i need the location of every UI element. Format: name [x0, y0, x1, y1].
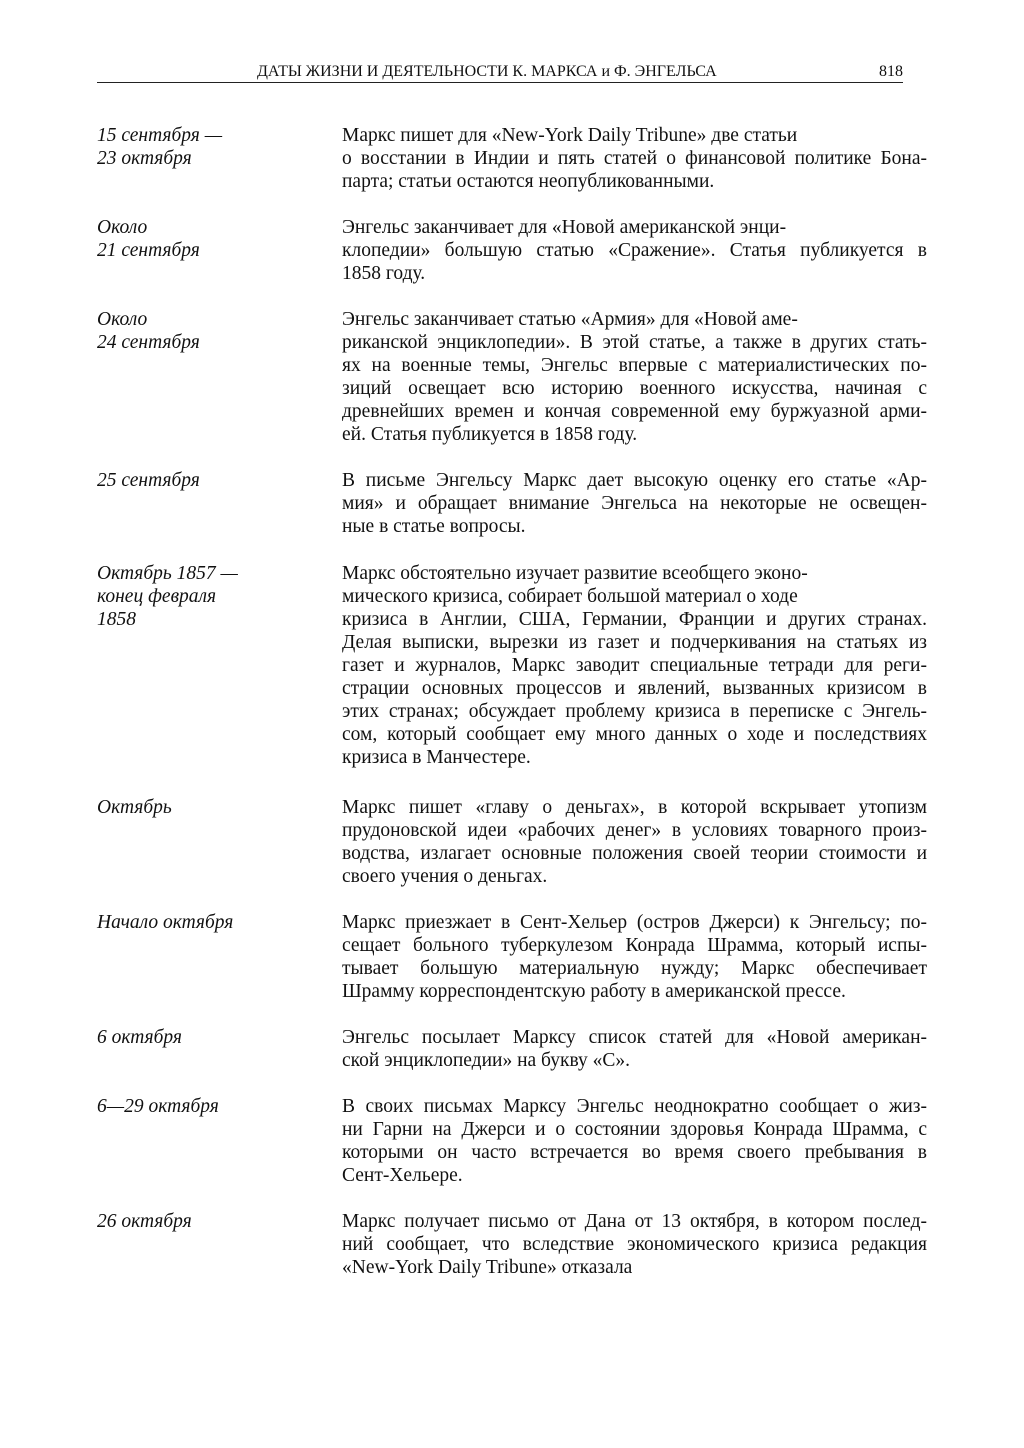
- entry-text-line: Маркс пишет «главу о деньгах», в которой вскрывает утопизм: [342, 797, 927, 818]
- entry-date: Около 24 сентября: [97, 309, 200, 353]
- entry-text-line: Делая выписки, вырезки из газет и подчеркивания на статьях из: [342, 632, 927, 653]
- running-title: ДАТЫ ЖИЗНИ И ДЕЯТЕЛЬНОСТИ К. МАРКСА и Ф. ЭНГЕЛЬСА: [257, 63, 717, 80]
- entry-text-line: сом, который сообщает ему много данных о ходе и последствиях: [342, 724, 927, 745]
- entry-date: Октябрь 1857 — конец февраля 1858: [97, 563, 238, 630]
- entry-text-line: ях на военные темы, Энгельс впервые с материалистических по-: [342, 355, 927, 376]
- entry-date: Около 21 сентября: [97, 217, 200, 261]
- entry-text: [342, 1026, 927, 1072]
- entry-date: 6—29 октября: [97, 1096, 219, 1117]
- entry-text-line: клопедии» большую статью «Сражение». Статья публикуется в: [342, 240, 927, 261]
- entry-text-line: парта; статьи остаются неопубликованными.: [342, 171, 715, 192]
- entry-text-line: зиций освещает всю историю военного искусства, начиная с: [342, 378, 927, 399]
- entry-text: [342, 1095, 927, 1187]
- entry-date: 25 сентября: [97, 470, 200, 491]
- entry-date: 26 октября: [97, 1211, 192, 1232]
- entry-text-line: мия» и обращает внимание Энгельса на некоторые не освещен-: [342, 493, 927, 514]
- entry-text-line: сещает больного туберкулезом Конрада Шрамма, который испы-: [342, 935, 927, 956]
- entry-text: [342, 124, 927, 193]
- entry-text-line: которыми он часто встречается во время своего пребывания в: [342, 1142, 927, 1163]
- entry-text: [342, 562, 927, 769]
- entry-text-line: 1858 году.: [342, 263, 426, 284]
- entry-text-line: Энгельс посылает Марксу список статей для «Новой американ-: [342, 1027, 927, 1048]
- entry-text-line: своего учения о деньгах.: [342, 866, 548, 887]
- entry-text-line: «New-York Daily Tribune» отказала: [342, 1257, 633, 1278]
- entry-text: [342, 796, 927, 888]
- entry-text-line: Маркс получает письмо от Дана от 13 октября, в котором послед-: [342, 1211, 927, 1232]
- entry-text-line: кризиса в Манчестере.: [342, 747, 531, 768]
- entry-text-line: мического кризиса, собирает большой материал о ходе: [342, 586, 798, 607]
- entry-text-line: Сент-Хельере.: [342, 1165, 463, 1186]
- entry-text: [342, 216, 927, 285]
- entry-date: Начало октября: [97, 912, 234, 933]
- entry-text: [342, 911, 927, 1003]
- entry-text-line: Энгельс заканчивает для «Новой американской энци-: [342, 217, 787, 238]
- entry-text-line: прудоновской идеи «рабочих денег» в условиях товарного произ-: [342, 820, 927, 841]
- entry-text: [342, 1210, 927, 1279]
- entry-text-line: В письме Энгельсу Маркс дает высокую оценку его статье «Ар-: [342, 470, 927, 491]
- entry-text-line: Маркс приезжает в Сент-Хельер (остров Джерси) к Энгельсу; по-: [342, 912, 927, 933]
- entry-text-line: о восстании в Индии и пять статей о финансовой политике Бона-: [342, 148, 927, 169]
- entry-text-line: этих странах; обсуждает проблему кризиса в переписке с Энгель-: [342, 701, 927, 722]
- entry-text-line: ные в статье вопросы.: [342, 516, 526, 537]
- entry-text-line: ни Гарни на Джерси и о состоянии здоровья Конрада Шрамма, с: [342, 1119, 927, 1140]
- entry-date: 6 октября: [97, 1027, 182, 1048]
- entry-text-line: Маркс обстоятельно изучает развитие всеобщего эконо-: [342, 563, 808, 584]
- entry-date: Октябрь: [97, 797, 172, 818]
- entry-text-line: риканской энциклопедии». В этой статье, а также в других стать-: [342, 332, 927, 353]
- running-head: [97, 62, 903, 83]
- entry-text-line: Шрамму корреспондентскую работу в американской прессе.: [342, 981, 846, 1002]
- entry-text-line: ской энциклопедии» на букву «С».: [342, 1050, 630, 1071]
- entry-date: 15 сентября — 23 октября: [97, 125, 223, 169]
- entry-text-line: В своих письмах Марксу Энгельс неоднократно сообщает о жиз-: [342, 1096, 927, 1117]
- entry-text-line: древнейших времен и кончая современной ему буржуазной арми-: [342, 401, 927, 422]
- entry-text-line: ний сообщает, что вследствие экономического кризиса редакция: [342, 1234, 927, 1255]
- page-number: 818: [879, 63, 903, 80]
- entry-text-line: кризиса в Англии, США, Германии, Франции и других странах.: [342, 609, 927, 630]
- entry-text: [342, 308, 927, 446]
- entry-text-line: Энгельс заканчивает статью «Армия» для «Новой аме-: [342, 309, 798, 330]
- entry-text-line: Маркс пишет для «New-York Daily Tribune» две статьи: [342, 125, 798, 146]
- entry-text: [342, 469, 927, 538]
- entry-text-line: страции основных процессов и явлений, вызванных кризисом в: [342, 678, 927, 699]
- entry-text-line: тывает большую материальную нужду; Маркс обеспечивает: [342, 958, 927, 979]
- entry-text-line: водства, излагает основные положения своей теории стоимости и: [342, 843, 927, 864]
- entry-text-line: ей. Статья публикуется в 1858 году.: [342, 424, 638, 445]
- entry-text-line: газет и журналов, Маркс заводит специальные тетради для реги-: [342, 655, 927, 676]
